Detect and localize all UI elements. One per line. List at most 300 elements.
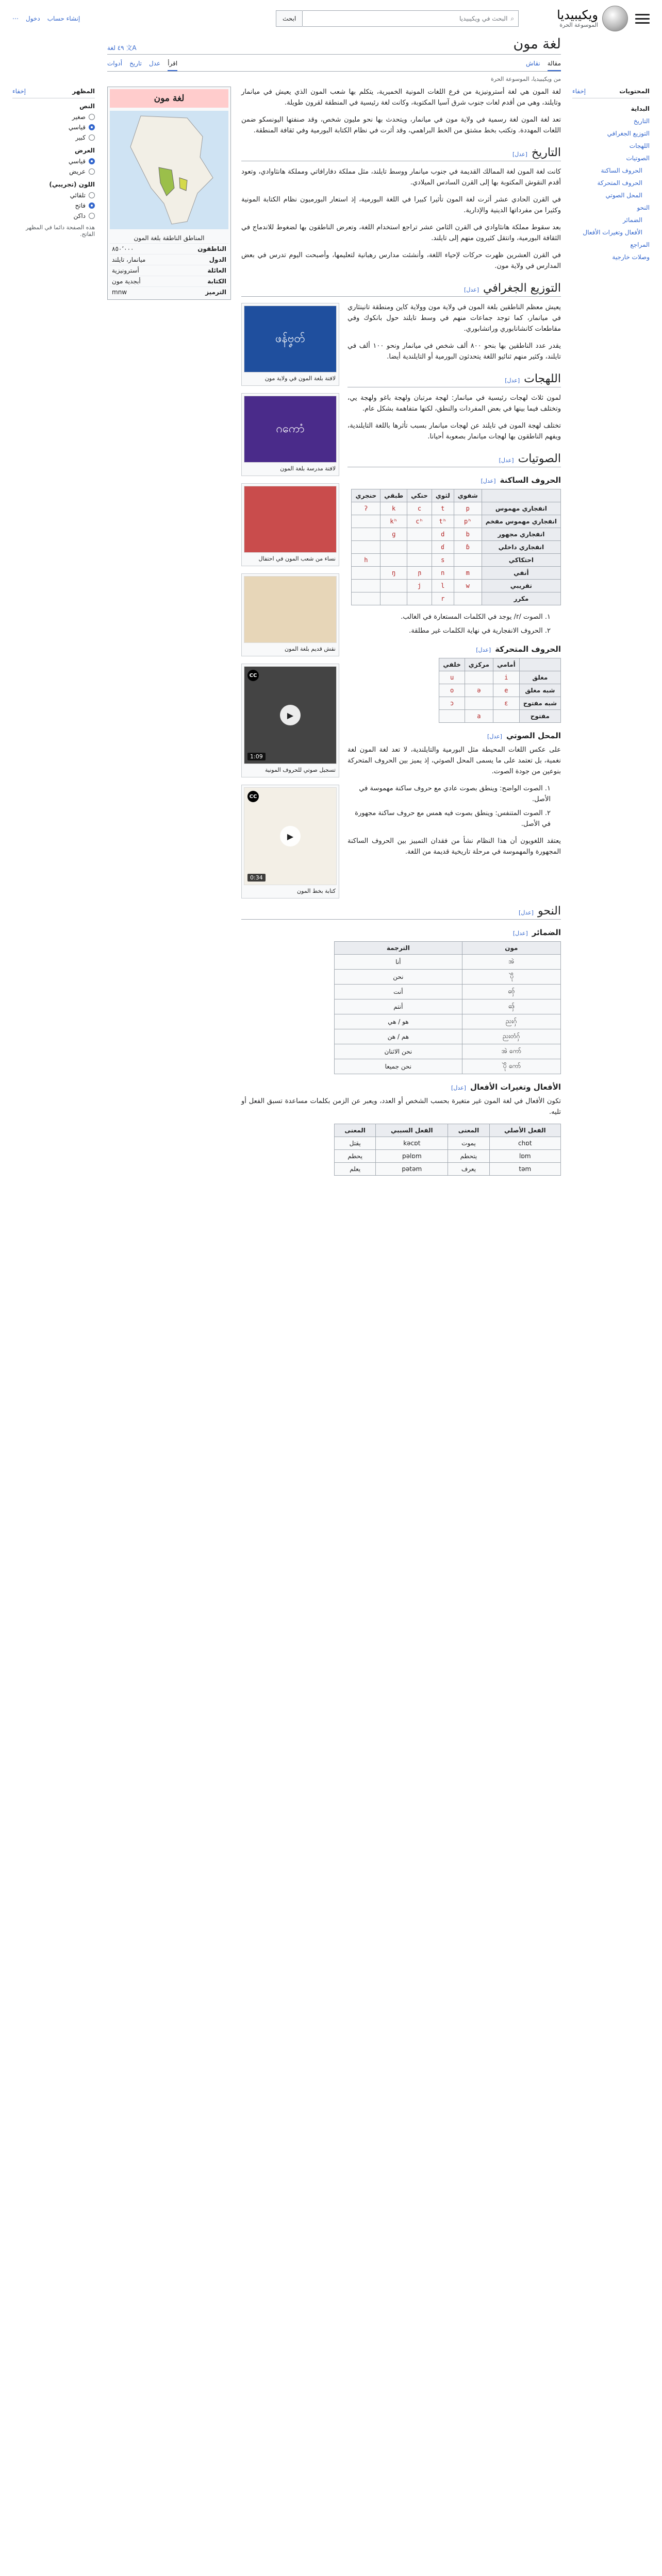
table-row	[335, 985, 561, 999]
table-cell	[407, 554, 432, 567]
option-label: داكن	[73, 212, 86, 219]
table-cell: ညးတံဂှ်	[462, 1029, 560, 1044]
infobox-label: الدول	[209, 256, 226, 263]
table-cell	[465, 697, 493, 710]
verbs-table	[334, 1124, 561, 1176]
tabs	[107, 57, 561, 72]
edit-link[interactable]: [عدل]	[451, 1084, 466, 1091]
wikipedia-globe-icon	[602, 6, 628, 31]
history-section	[241, 166, 561, 272]
section-heading-geography	[241, 282, 561, 297]
table-row	[352, 515, 561, 528]
table-cell: ɔ	[439, 697, 465, 710]
appearance-group-title: اللون (تجريبي)	[49, 181, 95, 188]
table-row	[335, 1014, 561, 1029]
table-cell: w	[454, 580, 482, 592]
subsection-heading-register	[347, 731, 561, 740]
translate-icon: 文A	[124, 44, 137, 52]
table-cell: d	[432, 528, 454, 541]
toc-hide-button[interactable]: إخفاء	[572, 88, 586, 95]
figure	[241, 573, 339, 656]
table-cell: c	[407, 502, 432, 515]
edit-link[interactable]: [عدل]	[505, 377, 520, 384]
infobox-label: الترميز	[205, 289, 226, 296]
paragraph: يقدر عدد الناطقين بها بنحو ٨٠٠ ألف شخص في ميانمار ونحو ١٠٠ ألف في تايلند، وكثير منهم ثنائيو اللغة يتحدثون البورمية أو التايلندية أيضا.	[347, 342, 561, 361]
table-header-cell: المعنى	[335, 1124, 376, 1137]
table-cell: نحن الاثنان	[335, 1044, 462, 1059]
table-cell: ɡ	[380, 528, 407, 541]
tab-edit[interactable]: عدل	[149, 60, 161, 67]
table-header-row	[352, 489, 561, 502]
table-header-row	[335, 942, 561, 955]
table-cell	[465, 671, 493, 684]
option-label: صغير	[72, 113, 86, 121]
table-of-contents	[572, 88, 650, 263]
view-tabs	[107, 57, 177, 71]
toc-item[interactable]: الأفعال وتغيرات الأفعال	[583, 229, 642, 236]
option-label: قياسي	[68, 158, 86, 165]
table-row	[335, 1059, 561, 1074]
edit-link[interactable]: [عدل]	[487, 733, 502, 740]
toc-item[interactable]: النحو	[637, 204, 650, 211]
paragraph: يعيش معظم الناطقين بلغة المون في ولاية مون وولاية كاين ومنطقة تانينثاري في ميانمار، كما توجد جماعات منهم في وسط تايلند حول بانكوك وفي مقاطعات كانشانابوري وراتشابوري.	[347, 303, 561, 333]
table-cell: k	[380, 502, 407, 515]
table-cell: نحن	[335, 970, 462, 985]
list-item: ٢. الحروف الانفجارية في نهاية الكلمات غير مطلقة.	[409, 627, 551, 635]
infobox-row	[110, 286, 228, 297]
table-header-cell: الفعل السببي	[376, 1124, 448, 1137]
infobox-rows	[110, 243, 228, 297]
tagline: من ويكيبيديا، الموسوعة الحرة	[490, 76, 561, 82]
radio-icon	[89, 213, 95, 219]
menu-bar	[635, 18, 650, 20]
table-cell: t	[432, 502, 454, 515]
table-cell	[352, 541, 380, 554]
sign-text: ဖန်ဗၞတ်	[275, 332, 305, 345]
menu-bar	[635, 22, 650, 24]
table-cell: pəlɒm	[376, 1150, 448, 1163]
list-item: ٢. الصوت المتنفس: وينطق بصوت فيه همس مع حروف ساكنة مجهورة في الأصل.	[355, 809, 551, 828]
section-heading-phonology	[347, 452, 561, 467]
table-cell: ɛ	[493, 697, 520, 710]
table-row	[352, 502, 561, 515]
tab-talk[interactable]: نقاش	[526, 60, 540, 67]
heading-text: النحو	[537, 905, 561, 918]
table-cell: أنت	[335, 985, 462, 999]
figure-image[interactable]	[244, 306, 337, 372]
paragraph: تعد لغة المون لغة رسمية في ولاية مون في ميانمار، ويتحدث بها نحو مليون شخص، وقد صنفتها اليونسكو ضمن اللغات المهددة. وتكتب بخط مشتق من الخط البراهمي، وقد أثرت في نظام الكتابة البورمية وفي ثقافة المنطقة.	[241, 116, 561, 134]
table-header-cell	[482, 489, 560, 502]
infobox-label: العائلة	[207, 267, 226, 274]
language-button[interactable]	[107, 43, 137, 52]
table-header-cell: أمامي	[493, 658, 520, 671]
radio-icon	[89, 124, 95, 130]
figure	[241, 785, 339, 899]
paragraph: بعد سقوط مملكة هانثاوادي في القرن الثامن عشر تراجع استخدام اللغة، وتعرض الناطقون بها لضغوط للاندماج في الثقافة البورمية، وانتقل كثيرون منهم إلى تايلند.	[241, 224, 561, 242]
title-row	[107, 36, 561, 55]
table-row	[439, 710, 561, 723]
paragraph: لغة المون هي لغة أسترونيزية من فرع اللغات المونية الخميرية، يتكلم بها شعب المون الذي يعيش في ميانمار وتايلند، وهي من أقدم لغات جنوب شرق آسيا المكتوبة، وكانت لغة رئيسية في المنطقة لقرون طويلة.	[241, 88, 561, 107]
toc-item[interactable]: الحروف المتحركة	[597, 179, 642, 187]
infobox-value: ٨٥٠٬٠٠٠	[112, 245, 134, 252]
appearance-option[interactable]	[12, 211, 95, 221]
heading-text: الأفعال وتغيرات الأفعال	[470, 1082, 561, 1092]
table-cell	[380, 580, 407, 592]
heading-text: الحروف المتحركة	[495, 645, 561, 654]
radio-icon	[89, 168, 95, 175]
table-row	[352, 541, 561, 554]
row-label: مكرر	[482, 592, 560, 605]
more-icon[interactable]: ⋯	[12, 15, 19, 22]
play-icon[interactable]: ▶	[280, 826, 301, 846]
table-row	[335, 1163, 561, 1176]
appearance-panel	[12, 88, 95, 238]
appearance-option[interactable]	[12, 122, 95, 132]
heading-text: التوزيع الجغرافي	[483, 282, 561, 295]
table-cell: o	[439, 684, 465, 697]
table-cell: أنا	[335, 955, 462, 970]
infobox-row	[110, 243, 228, 254]
paragraph: تختلف لهجة المون في تايلند عن لهجات ميانمار بسبب تأثرها باللغة التايلندية، ويفهم الناطقون بها لهجات ميانمار بصعوبة أحيانا.	[347, 422, 561, 440]
verbs-paragraph: تكون الأفعال في لغة المون غير متغيرة بحسب الشخص أو العدد، ويعبر عن الزمن بكلمات مساعدة تسبق الفعل أو تليه.	[241, 1097, 561, 1116]
table-cell: kəcɒt	[376, 1137, 448, 1150]
appearance-group-title: العرض	[75, 147, 95, 154]
lead-section	[241, 87, 561, 136]
table-cell: ɗ	[432, 541, 454, 554]
table-header-cell: شفوي	[454, 489, 482, 502]
appearance-option[interactable]	[12, 132, 95, 143]
table-cell: təm	[489, 1163, 560, 1176]
table-cell: m	[454, 567, 482, 580]
figure-caption: كتابة بخط المون	[297, 888, 336, 894]
table-cell: أنتم	[335, 999, 462, 1014]
table-row	[439, 684, 561, 697]
table-header-row	[335, 1124, 561, 1137]
infobox-row	[110, 265, 228, 276]
table-cell	[454, 592, 482, 605]
heading-text: الصوتيات	[518, 452, 561, 465]
figure-image[interactable]	[244, 486, 337, 553]
infobox-value: أسترونيزية	[112, 267, 139, 274]
infobox-row	[110, 276, 228, 286]
table-row	[439, 671, 561, 684]
video-duration: 0:34	[247, 874, 266, 882]
appearance-option[interactable]	[12, 156, 95, 166]
search-placeholder: البحث في ويكيبيديا	[459, 15, 508, 22]
row-label: شبه مفتوح	[519, 697, 560, 710]
figure	[241, 483, 339, 566]
table-cell	[380, 541, 407, 554]
paragraph: على عكس اللغات المحيطة مثل البورمية والتايلندية، لا تعد لغة المون لغة نغمية، بل تعتمد على ما يسمى المحل الصوتي، إذ يميز بين الحروف المتحركة بنوعين من جودة الصوت.	[347, 746, 561, 775]
toc-title: المحتويات	[619, 88, 650, 95]
row-label: شبه مغلق	[519, 684, 560, 697]
menu-bar	[635, 14, 650, 15]
logo-title: ويكيبيديا	[557, 7, 598, 22]
vowels-table	[439, 658, 561, 723]
infobox-value: أبجدية مون	[112, 278, 141, 285]
table-cell: j	[407, 580, 432, 592]
option-label: تلقائي	[70, 192, 86, 199]
toc-item[interactable]: البداية	[631, 105, 650, 112]
figure	[241, 303, 339, 386]
table-header-row	[439, 658, 561, 671]
infobox-title: لغة مون	[110, 89, 228, 108]
appearance-groups	[12, 103, 95, 221]
toc-item[interactable]: الحروف الساكنة	[601, 167, 642, 174]
heading-text: المحل الصوتي	[506, 731, 561, 740]
infobox-label: الناطقون	[197, 245, 226, 252]
paragraph: كانت لغة المون لغة الممالك القديمة في جنوب ميانمار ووسط تايلند، مثل مملكة دفارافاتي ومملكة هانثاوادي، وتعود أقدم النقوش المكتوبة بها إلى القرن السادس الميلادي.	[241, 168, 561, 187]
row-label: انفجاري مهموس	[482, 502, 560, 515]
table-cell: ɓ	[454, 541, 482, 554]
appearance-header	[12, 88, 95, 98]
heading-text: الضمائر	[532, 928, 561, 937]
row-label: احتكاكي	[482, 554, 560, 567]
table-cell: b	[454, 528, 482, 541]
table-cell: يعرف	[448, 1163, 489, 1176]
table-header-cell: طبقي	[380, 489, 407, 502]
option-label: فاتح	[75, 202, 86, 209]
subsection-heading-pronouns	[241, 928, 561, 937]
table-cell: e	[493, 684, 520, 697]
table-row	[335, 1029, 561, 1044]
toc-item[interactable]: الضمائر	[623, 216, 642, 224]
search-icon: ⌕	[510, 14, 515, 22]
option-label: كبير	[75, 134, 86, 141]
infobox-column	[107, 87, 231, 300]
table-header-cell: لثوي	[432, 489, 454, 502]
header	[0, 0, 662, 37]
table-cell: u	[439, 671, 465, 684]
table-cell	[352, 592, 380, 605]
edit-link[interactable]: [عدل]	[512, 930, 528, 937]
subsection-heading-vowels	[347, 645, 561, 654]
appearance-note: هذه الصفحة دائما في المظهر الفاتح.	[26, 224, 95, 238]
toc-item[interactable]: المحل الصوتي	[605, 192, 642, 199]
tab-read[interactable]: اقرأ	[168, 57, 177, 71]
appearance-option[interactable]	[12, 112, 95, 122]
figure-caption: تسجيل صوتي للحروف المونية	[265, 767, 336, 773]
tab-tools[interactable]: أدوات	[107, 60, 123, 67]
table-cell	[407, 528, 432, 541]
play-icon[interactable]: ▶	[280, 705, 301, 725]
tab-history[interactable]: تاريخ	[129, 60, 142, 67]
table-row	[352, 580, 561, 592]
video-duration: 1:09	[247, 753, 266, 760]
row-label: انفجاري مجهور	[482, 528, 560, 541]
figure	[241, 664, 339, 777]
appearance-hide-button[interactable]: إخفاء	[12, 88, 26, 95]
figure-image[interactable]	[244, 576, 337, 643]
section-heading-dialects	[347, 372, 561, 387]
radio-icon	[89, 158, 95, 164]
logo-subtitle: الموسوعة الحرة	[559, 22, 598, 29]
table-cell: نحن جميعا	[335, 1059, 462, 1074]
table-cell: ə	[465, 684, 493, 697]
logo[interactable]	[557, 6, 628, 31]
table-row	[335, 1044, 561, 1059]
edit-link[interactable]: [عدل]	[476, 647, 491, 653]
search-input[interactable]	[302, 10, 519, 27]
language-count: ٤٩ لغة	[107, 44, 124, 52]
table-header-cell: حنجري	[352, 489, 380, 502]
figure-caption: نقش قديم بلغة المون	[285, 646, 336, 652]
table-cell: يموت	[448, 1137, 489, 1150]
video-thumbnail[interactable]	[244, 787, 337, 885]
create-account-link[interactable]: إنشاء حساب	[47, 15, 80, 22]
consonants-table	[351, 489, 561, 605]
table-cell: pʰ	[454, 515, 482, 528]
infobox-value: mnw	[112, 289, 127, 296]
table-cell: pətəm	[376, 1163, 448, 1176]
table-cell: ပိုဲ ကော်	[462, 1059, 560, 1074]
infobox	[107, 87, 231, 300]
edit-link[interactable]: [عدل]	[499, 457, 514, 464]
option-label: قياسي	[68, 124, 86, 131]
table-cell	[407, 592, 432, 605]
table-cell: lɒm	[489, 1150, 560, 1163]
table-header-cell: المعنى	[448, 1124, 489, 1137]
table-cell: a	[465, 710, 493, 723]
toc-item[interactable]: اللهجات	[629, 142, 650, 149]
table-cell	[380, 554, 407, 567]
table-cell: ဒှ်ေ	[462, 999, 560, 1014]
language-map[interactable]	[110, 111, 228, 229]
table-cell	[352, 580, 380, 592]
figure-caption: لافتة بلغة المون في ولاية مون	[264, 375, 336, 382]
table-cell: ပိုဲ	[462, 970, 560, 985]
edit-link[interactable]: [عدل]	[481, 478, 496, 484]
section-heading-grammar	[241, 905, 561, 920]
table-cell: ʔ	[352, 502, 380, 515]
toc-item[interactable]: الصوتيات	[626, 155, 650, 162]
heading-text: اللهجات	[524, 372, 561, 385]
toc-item[interactable]: وصلات خارجية	[612, 253, 650, 261]
table-cell: ညးဂှ်	[462, 1014, 560, 1029]
appearance-option[interactable]	[12, 200, 95, 211]
table-row	[335, 999, 561, 1014]
table-cell: kʰ	[380, 515, 407, 528]
video-thumbnail[interactable]	[244, 666, 337, 764]
table-cell	[454, 554, 482, 567]
table-cell: s	[432, 554, 454, 567]
paragraph: لمون ثلاث لهجات رئيسية في ميانمار: لهجة مرتبان ولهجة باغو ولهجة يي، وتختلف فيما بينها في بعض المفردات والنطق، لكنها متفاهمة بشكل عام.	[347, 394, 561, 413]
map-caption: المناطق الناطقة بلغة المون	[134, 234, 205, 242]
table-row	[352, 592, 561, 605]
toc-header	[572, 88, 650, 98]
row-label: مفتوح	[519, 710, 560, 723]
table-row	[335, 970, 561, 985]
table-cell: အဲ	[462, 955, 560, 970]
table-cell: h	[352, 554, 380, 567]
search-button[interactable]: ابحث	[276, 10, 302, 27]
table-cell: ဗှ်ေ	[462, 985, 560, 999]
appearance-title: المظهر	[72, 88, 95, 95]
page-title: لغة مون	[513, 36, 561, 52]
figure-caption: لافتة مدرسة بلغة المون	[280, 465, 336, 472]
namespace-tabs	[526, 57, 561, 71]
table-cell: يقتل	[335, 1137, 376, 1150]
list-item: ١. الصوت /r/ يوجد في الكلمات المستعارة في الغالب.	[401, 613, 551, 621]
infobox-row	[110, 254, 228, 265]
toc-item[interactable]: التاريخ	[633, 117, 650, 125]
edit-link[interactable]: [عدل]	[464, 286, 479, 293]
tab-article[interactable]: مقالة	[548, 57, 561, 71]
list-item: ١. الصوت الواضح: وينطق بصوت عادي مع حروف ساكنة مهموسة في الأصل.	[359, 785, 551, 803]
radio-icon	[89, 192, 95, 198]
option-label: عريض	[69, 168, 86, 175]
table-cell: ɲ	[407, 567, 432, 580]
table-header-cell: خلفي	[439, 658, 465, 671]
row-label: انفجاري داخلي	[482, 541, 560, 554]
table-header-cell: مون	[462, 942, 560, 955]
table-cell: p	[454, 502, 482, 515]
table-row	[335, 1137, 561, 1150]
login-link[interactable]: دخول	[26, 15, 40, 22]
row-label: تقريبي	[482, 580, 560, 592]
row-label: مغلق	[519, 671, 560, 684]
subsection-heading-verbs	[241, 1082, 561, 1092]
table-cell: ŋ	[380, 567, 407, 580]
radio-icon	[89, 114, 95, 120]
table-cell: i	[493, 671, 520, 684]
table-cell	[352, 528, 380, 541]
table-cell: r	[432, 592, 454, 605]
table-cell: tʰ	[432, 515, 454, 528]
infobox-label: الكتابة	[207, 278, 226, 285]
table-cell	[407, 541, 432, 554]
toc-item[interactable]: التوزيع الجغرافي	[607, 130, 650, 137]
article-body	[107, 87, 561, 1182]
table-header-cell: مركزي	[465, 658, 493, 671]
appearance-option[interactable]	[12, 166, 95, 177]
radio-icon	[89, 202, 95, 209]
row-label: انفجاري مهموس مفخم	[482, 515, 560, 528]
figure-image[interactable]	[244, 396, 337, 463]
cc-icon: CC	[247, 670, 259, 681]
table-cell	[439, 710, 465, 723]
appearance-option[interactable]	[12, 190, 95, 200]
figure-caption: نساء من شعب المون في احتفال	[258, 555, 336, 562]
edit-link[interactable]: [عدل]	[519, 909, 534, 916]
paragraph: في القرن العشرين ظهرت حركات لإحياء اللغة، وأنشئت مدارس رهبانية لتعليمها، وأصبحت اليوم تدرس في بعض المدارس في ولاية مون.	[241, 251, 561, 270]
figure	[241, 393, 339, 476]
table-row	[439, 697, 561, 710]
table-cell	[493, 710, 520, 723]
article-main	[241, 87, 561, 1182]
logo-text	[557, 8, 598, 29]
edit-link[interactable]: [عدل]	[512, 151, 527, 158]
infobox-value: ميانمار، تايلند	[112, 256, 146, 263]
table-header-cell: حنكي	[407, 489, 432, 502]
toc-item[interactable]: المراجع	[630, 241, 650, 248]
table-cell: يحطم	[335, 1150, 376, 1163]
radio-icon	[89, 134, 95, 141]
row-label: أنفي	[482, 567, 560, 580]
table-cell	[352, 567, 380, 580]
main-menu-button[interactable]	[635, 11, 650, 26]
table-cell: هم / هن	[335, 1029, 462, 1044]
table-cell: هو / هي	[335, 1014, 462, 1029]
sign-text: ဂကောံ	[276, 422, 305, 435]
paragraph: يعتقد اللغويون أن هذا النظام نشأ من فقدان التمييز بين الحروف الساكنة المجهورة والمهموسة في مرحلة تاريخية قديمة من اللغة.	[347, 837, 561, 856]
table-cell: يتحطم	[448, 1150, 489, 1163]
pronouns-table	[334, 941, 561, 1074]
appearance-group-title: النص	[79, 103, 95, 110]
table-cell: l	[432, 580, 454, 592]
table-row	[352, 554, 561, 567]
content	[107, 36, 561, 1182]
